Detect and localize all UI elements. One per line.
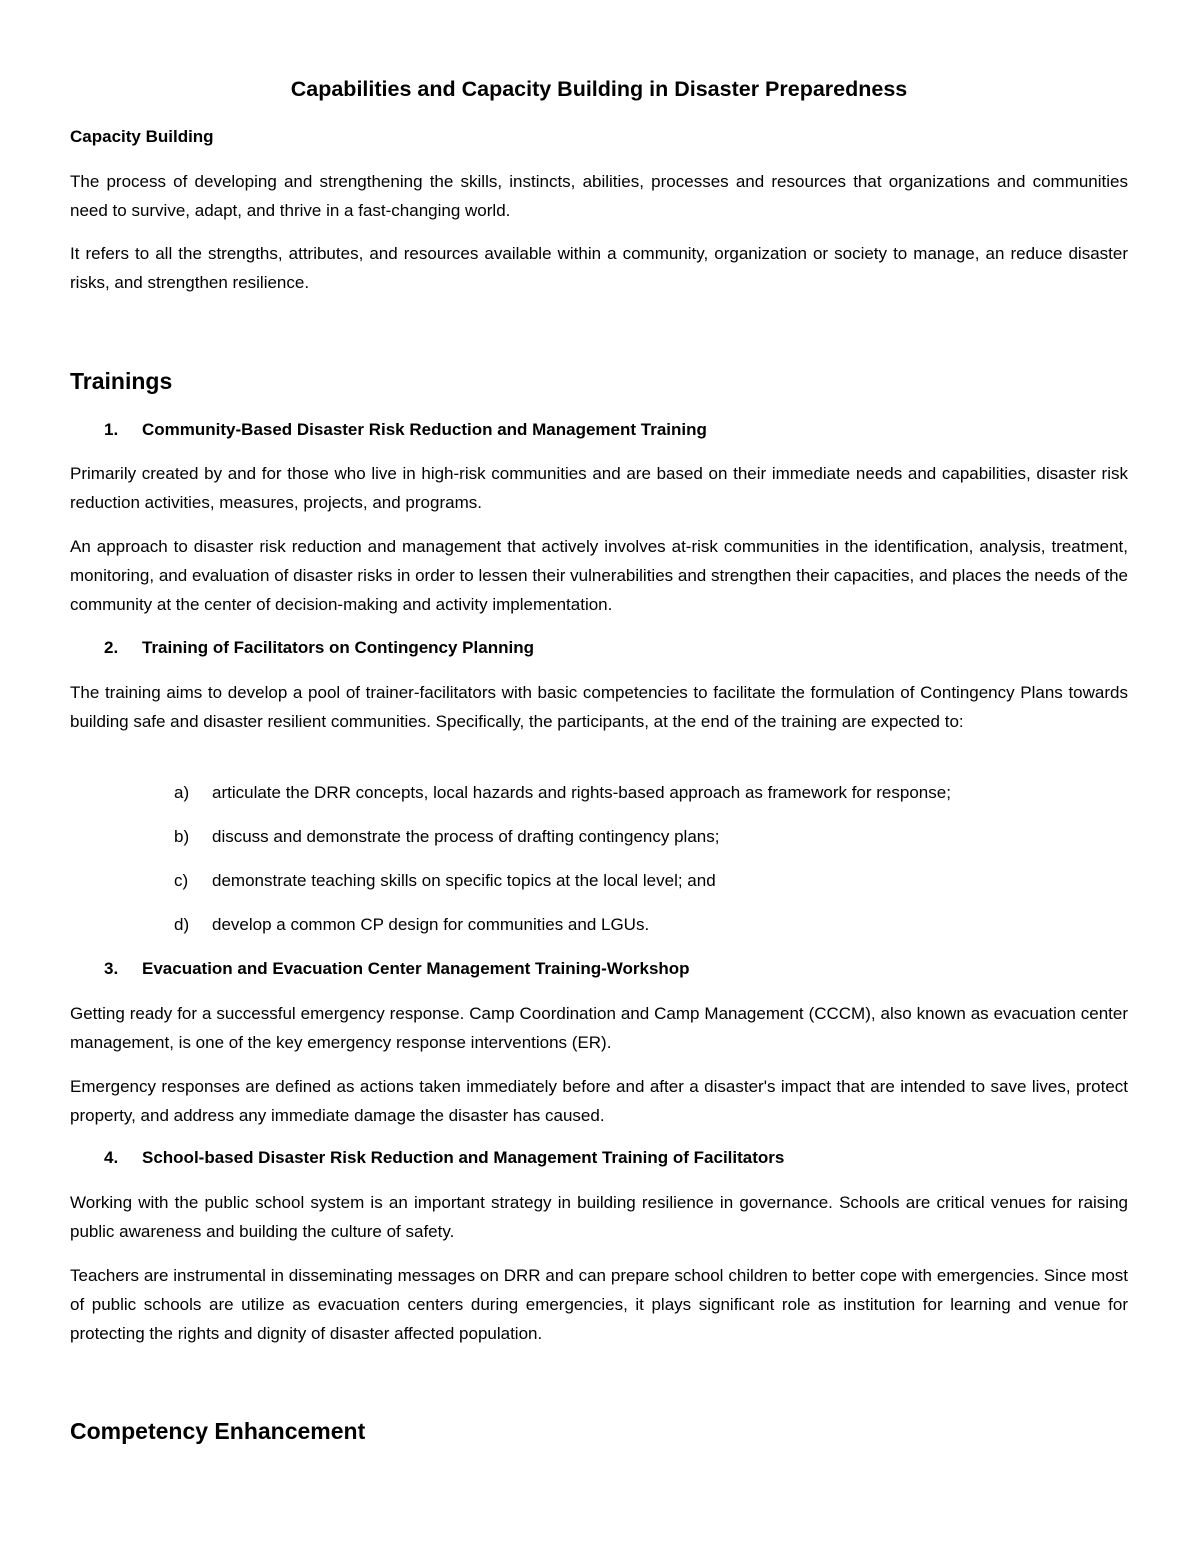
objective-letter: c) xyxy=(174,871,189,890)
training-3-paragraph-2: Emergency responses are defined as actions taken immediately before and after a disaster's impact that are intended to save lives, protect property, and address any immediate damage the disaster has caused. xyxy=(70,1077,1128,1125)
objective-text: demonstrate teaching skills on specific topics at the local level; and xyxy=(212,871,716,890)
objective-text: articulate the DRR concepts, local hazards and rights-based approach as framework for response; xyxy=(212,783,951,802)
capacity-building-paragraph-2: It refers to all the strengths, attributes, and resources available within a community, organization or society to manage, an reduce disaster risks, and strengthen resilience. xyxy=(70,244,1128,292)
objective-letter: d) xyxy=(174,915,190,934)
training-item-number: 4. xyxy=(104,1148,119,1167)
objective-letter: b) xyxy=(174,827,190,846)
training-item-number: 1. xyxy=(104,420,119,439)
objective-text: discuss and demonstrate the process of drafting contingency plans; xyxy=(212,827,720,846)
objective-letter: a) xyxy=(174,783,190,802)
training-item-label: Training of Facilitators on Contingency Planning xyxy=(142,638,534,657)
trainings-heading: Trainings xyxy=(70,368,173,394)
training-item-number: 2. xyxy=(104,638,119,657)
capacity-building-paragraph-1: The process of developing and strengthening the skills, instincts, abilities, processes and resources that organizations and communities need to survive, adapt, and thrive in a fast-changing world. xyxy=(70,172,1128,220)
training-2-paragraph-1: The training aims to develop a pool of trainer-facilitators with basic competencies to facilitate the formulation of Contingency Plans towards building safe and disaster resilient communities. Specifically, the participants, at the end of the training are expected to: xyxy=(70,683,1128,731)
training-1-paragraph-1: Primarily created by and for those who live in high-risk communities and are based on their immediate needs and capabilities, disaster risk reduction activities, measures, projects, and programs. xyxy=(70,464,1128,512)
training-item-number: 3. xyxy=(104,959,119,978)
objective-item-a xyxy=(174,781,951,805)
objective-item-b xyxy=(174,825,719,849)
competency-enhancement-heading: Competency Enhancement xyxy=(70,1418,366,1444)
training-1-paragraph-2: An approach to disaster risk reduction and management that actively involves at-risk communities in the identification, analysis, treatment, monitoring, and evaluation of disaster risks in order to lessen their vulnerabilities and strengthen their capacities, and places the needs of the community at the center of decision-making and activity implementation. xyxy=(70,537,1128,614)
capacity-building-heading: Capacity Building xyxy=(70,127,214,146)
training-4-paragraph-1: Working with the public school system is an important strategy in building resilience in governance. Schools are critical venues for raising public awareness and building the culture of safety. xyxy=(70,1193,1128,1241)
training-3-paragraph-1: Getting ready for a successful emergency response. Camp Coordination and Camp Management (CCCM), also known as evacuation center management, is one of the key emergency response interventions (ER). xyxy=(70,1004,1128,1052)
objective-text: develop a common CP design for communities and LGUs. xyxy=(212,915,650,934)
training-item-label: School-based Disaster Risk Reduction and Management Training of Facilitators xyxy=(142,1148,785,1167)
training-item-label: Community-Based Disaster Risk Reduction and Management Training xyxy=(142,420,707,439)
document-title: Capabilities and Capacity Building in Disaster Preparedness xyxy=(290,77,908,101)
training-item-2-title xyxy=(104,636,534,660)
training-item-label: Evacuation and Evacuation Center Management Training-Workshop xyxy=(142,959,690,978)
objective-item-d xyxy=(174,913,649,937)
training-item-4-title xyxy=(104,1146,784,1170)
objective-item-c xyxy=(174,869,716,893)
training-4-paragraph-2: Teachers are instrumental in disseminating messages on DRR and can prepare school children to better cope with emergencies. Since most of public schools are utilize as evacuation centers during emergencies, it plays significant role as institution for learning and venue for protecting the rights and dignity of disaster affected population. xyxy=(70,1266,1128,1343)
training-item-1-title xyxy=(104,418,707,442)
training-item-3-title xyxy=(104,957,690,981)
